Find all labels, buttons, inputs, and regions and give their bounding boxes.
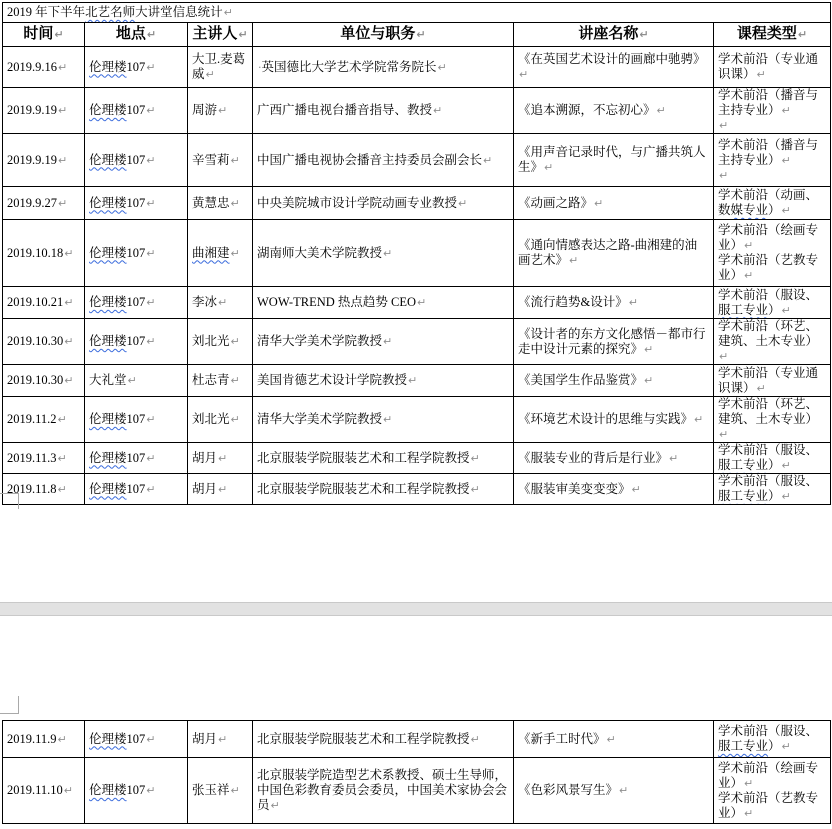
column-header-2[interactable]: 主讲人↵ bbox=[188, 23, 253, 47]
cell-lecture-name[interactable]: 《追本溯源，不忘初心》↵ bbox=[514, 88, 714, 134]
course-type-line: 学术前沿（播音与主持专业）↵ bbox=[718, 88, 819, 117]
paragraph-mark: ↵ bbox=[146, 784, 156, 797]
paragraph-mark: ↵ bbox=[58, 153, 68, 167]
cell-time[interactable]: 2019.11.8↵ bbox=[3, 474, 85, 505]
paragraph-mark: ↵ bbox=[230, 413, 240, 426]
paragraph-mark: ↵ bbox=[223, 6, 233, 19]
paragraph-mark: ↵ bbox=[433, 104, 443, 117]
paragraph-mark: ↵ bbox=[218, 732, 228, 746]
paragraph-mark: ↵ bbox=[781, 204, 791, 217]
cell-time[interactable]: 2019.10.18↵ bbox=[3, 220, 85, 287]
cell-lecture-name[interactable]: 《设计者的东方文化感悟－都市行走中设计元素的探究》↵ bbox=[514, 319, 714, 365]
course-type-line bbox=[718, 118, 826, 133]
cell-course-type[interactable] bbox=[714, 220, 831, 287]
spellcheck-wavy-underline: 媒专业 bbox=[730, 203, 769, 217]
cell-time[interactable]: 2019.9.16↵ bbox=[3, 47, 85, 88]
paragraph-mark: ↵ bbox=[146, 153, 156, 167]
cell-speaker[interactable]: 胡月↵ bbox=[188, 721, 253, 758]
spellcheck-wavy-underline: 服工专业 bbox=[718, 739, 769, 753]
spellcheck-wavy-underline: 北艺名师 bbox=[85, 5, 136, 19]
cell-location[interactable]: 伦理楼107↵ bbox=[85, 287, 188, 319]
cell-course-type[interactable] bbox=[714, 88, 831, 134]
cell-speaker[interactable]: 张玉祥↵ bbox=[188, 758, 253, 824]
spellcheck-wavy-underline: 伦理楼 bbox=[89, 59, 127, 74]
cell-lecture-name[interactable]: 《流行趋势&设计》↵ bbox=[514, 287, 714, 319]
spellcheck-wavy-underline: 伦理楼 bbox=[89, 103, 127, 117]
paragraph-mark: ↵ bbox=[606, 732, 616, 746]
spellcheck-wavy-underline: 伦理楼 bbox=[89, 295, 127, 309]
paragraph-mark: ↵ bbox=[146, 196, 156, 210]
paragraph-mark: ↵ bbox=[631, 482, 641, 496]
cell-course-type[interactable] bbox=[714, 758, 831, 824]
cell-location[interactable]: 伦理楼107↵ bbox=[85, 319, 188, 365]
paragraph-mark: ↵ bbox=[719, 168, 729, 182]
table-row bbox=[3, 443, 831, 474]
paragraph-mark: ↵ bbox=[64, 246, 74, 260]
course-type-line: 学术前沿（服设、服工专业）↵ bbox=[718, 443, 819, 472]
cell-location[interactable]: 伦理楼107↵ bbox=[85, 758, 188, 824]
paragraph-mark: ↵ bbox=[218, 104, 228, 117]
spellcheck-wavy-underline: 伦理楼 bbox=[89, 412, 127, 426]
paragraph-mark: ↵ bbox=[644, 342, 654, 356]
paragraph-mark: ↵ bbox=[230, 153, 240, 167]
paragraph-mark: ↵ bbox=[127, 374, 137, 387]
paragraph-mark: ↵ bbox=[781, 153, 791, 167]
paragraph-mark: ↵ bbox=[146, 246, 156, 260]
cell-time[interactable]: 2019.9.19↵ bbox=[3, 88, 85, 134]
paragraph-mark: ↵ bbox=[470, 482, 480, 496]
spellcheck-wavy-underline: 伦理楼 bbox=[89, 783, 127, 797]
course-type-line: 学术前沿（播音与主持专业）↵ bbox=[718, 137, 819, 167]
paragraph-mark: ↵ bbox=[146, 482, 156, 496]
cell-speaker[interactable]: 胡月↵ bbox=[188, 474, 253, 505]
cell-time[interactable]: 2019.9.19↵ bbox=[3, 134, 85, 187]
column-header-0[interactable]: 时间↵ bbox=[3, 23, 85, 47]
paragraph-mark: ↵ bbox=[756, 381, 766, 395]
cell-unit-title[interactable]: 中央美院城市设计学院动画专业教授↵ bbox=[253, 187, 514, 220]
cell-lecture-name[interactable]: 《色彩风景写生》↵ bbox=[514, 758, 714, 824]
cell-speaker[interactable]: 刘北光↵ bbox=[188, 397, 253, 443]
course-type-line: 学术前沿（绘画专业）↵ bbox=[718, 760, 819, 790]
paragraph-mark: ↵ bbox=[416, 28, 426, 41]
cell-location[interactable]: 伦理楼107↵ bbox=[85, 134, 188, 187]
table-title-row bbox=[3, 3, 831, 23]
course-type-line: 学术前沿（艺教专业）↵ bbox=[718, 790, 819, 820]
cell-speaker[interactable]: 刘北光↵ bbox=[188, 319, 253, 365]
paragraph-mark: ↵ bbox=[230, 246, 240, 260]
column-header-1[interactable]: 地点↵ bbox=[85, 23, 188, 47]
cell-course-type[interactable] bbox=[714, 397, 831, 443]
cell-speaker[interactable]: 周游↵ bbox=[188, 88, 253, 134]
cell-time[interactable]: 2019.11.3↵ bbox=[3, 443, 85, 474]
cell-unit-title[interactable]: ·英国德比大学艺术学院常务院长↵ bbox=[253, 47, 514, 88]
cell-time[interactable]: 2019.9.27↵ bbox=[3, 187, 85, 220]
paragraph-mark: ↵ bbox=[719, 119, 729, 132]
paragraph-mark: ↵ bbox=[744, 776, 754, 790]
paragraph-mark: ↵ bbox=[146, 451, 156, 465]
paragraph-mark: ↵ bbox=[594, 196, 604, 210]
cell-unit-title[interactable]: 北京服装学院服装艺术和工程学院教授↵ bbox=[253, 443, 514, 474]
paragraph-mark: ↵ bbox=[57, 413, 67, 426]
cell-unit-title[interactable]: WOW-TREND 热点趋势 CEO↵ bbox=[253, 287, 514, 319]
paragraph-mark: ↵ bbox=[619, 784, 629, 797]
cell-location[interactable]: 伦理楼107↵ bbox=[85, 220, 188, 287]
column-header-5[interactable]: 课程类型↵ bbox=[714, 23, 831, 47]
paragraph-mark: ↵ bbox=[270, 799, 280, 812]
paragraph-mark: ↵ bbox=[639, 28, 649, 41]
cell-course-type[interactable] bbox=[714, 319, 831, 365]
spellcheck-wavy-underline: 伦理楼 bbox=[89, 195, 127, 210]
paragraph-mark: ↵ bbox=[146, 60, 156, 74]
cell-time[interactable]: 2019.11.10↵ bbox=[3, 758, 85, 824]
spellcheck-wavy-underline: 伦理楼 bbox=[89, 450, 127, 465]
paragraph-mark: ↵ bbox=[569, 254, 579, 267]
table-row bbox=[3, 319, 831, 365]
table-row bbox=[3, 88, 831, 134]
course-type-line: 学术前沿（服设、服工专业）↵ bbox=[718, 724, 819, 753]
table-row bbox=[3, 721, 831, 758]
course-type-line: 学术前沿（绘画专业）↵ bbox=[718, 223, 819, 252]
table-page1-body bbox=[3, 3, 831, 505]
cell-speaker[interactable]: 辛雪莉↵ bbox=[188, 134, 253, 187]
course-type-line: 学术前沿（专业通识课）↵ bbox=[718, 365, 819, 395]
paragraph-mark: ↵ bbox=[218, 482, 228, 496]
table-row bbox=[3, 474, 831, 505]
paragraph-mark: ↵ bbox=[719, 428, 729, 441]
paragraph-mark: ↵ bbox=[57, 732, 67, 746]
table-row bbox=[3, 397, 831, 443]
paragraph-mark: ↵ bbox=[781, 303, 791, 317]
course-type-line: 学术前沿（服设、服工专业）↵ bbox=[718, 474, 819, 503]
paragraph-mark: ↵ bbox=[417, 296, 427, 309]
cell-course-type[interactable] bbox=[714, 187, 831, 220]
course-type-line: 学术前沿（动画、数媒专业）↵ bbox=[718, 188, 819, 217]
cell-course-type[interactable] bbox=[714, 443, 831, 474]
cell-location[interactable]: 伦理楼107↵ bbox=[85, 187, 188, 220]
page-break-gap bbox=[0, 602, 832, 616]
paragraph-mark: ↵ bbox=[205, 68, 215, 81]
spellcheck-wavy-underline: 伦理楼 bbox=[89, 731, 127, 746]
paragraph-mark: ↵ bbox=[230, 374, 240, 387]
paragraph-mark: ↵ bbox=[57, 451, 67, 465]
cell-lecture-name[interactable]: 《在英国艺术设计的画廊中驰骋》↵ bbox=[514, 47, 714, 88]
paragraph-mark: ↵ bbox=[756, 68, 766, 81]
spellcheck-wavy-underline: 伦理楼 bbox=[89, 334, 127, 348]
cell-speaker[interactable]: 杜志青↵ bbox=[188, 365, 253, 397]
paragraph-mark: ↵ bbox=[146, 104, 156, 117]
paragraph-mark: ↵ bbox=[54, 28, 64, 41]
lecture-info-table-page1[interactable] bbox=[2, 2, 831, 505]
cell-lecture-name[interactable]: 《服装审美变变变》↵ bbox=[514, 474, 714, 505]
cell-lecture-name[interactable]: 《动画之路》↵ bbox=[514, 187, 714, 220]
cell-course-type[interactable] bbox=[714, 134, 831, 187]
cell-lecture-name[interactable]: 《美国学生作品鉴赏》↵ bbox=[514, 365, 714, 397]
spellcheck-wavy-underline: 伦理楼 bbox=[89, 152, 127, 167]
cell-location[interactable]: 伦理楼107↵ bbox=[85, 474, 188, 505]
cell-course-type[interactable] bbox=[714, 47, 831, 88]
cell-unit-title[interactable]: 北京服装学院服装艺术和工程学院教授↵ bbox=[253, 721, 514, 758]
paragraph-mark: ↵ bbox=[719, 350, 729, 363]
page1-text-boundary-mark bbox=[0, 493, 19, 509]
cell-speaker[interactable]: 大卫.麦葛威↵ bbox=[188, 47, 253, 88]
paragraph-mark: ↵ bbox=[437, 60, 447, 74]
spellcheck-wavy-underline: 伦理楼 bbox=[89, 481, 127, 496]
cell-course-type[interactable] bbox=[714, 365, 831, 397]
page2-text-boundary-mark bbox=[0, 696, 19, 714]
course-type-line: 学术前沿（环艺、建筑、土木专业）↵ bbox=[718, 319, 819, 363]
column-header-3[interactable]: 单位与职务↵ bbox=[253, 23, 514, 47]
spellcheck-wavy-underline: 服工专业 bbox=[718, 302, 769, 317]
paragraph-mark: ↵ bbox=[230, 196, 240, 210]
paragraph-mark: ↵ bbox=[628, 296, 638, 309]
paragraph-mark: ↵ bbox=[218, 451, 228, 465]
paragraph-mark: ↵ bbox=[781, 490, 791, 503]
paragraph-mark: ↵ bbox=[744, 269, 754, 282]
cell-course-type[interactable] bbox=[714, 474, 831, 505]
course-type-line: 学术前沿（专业通识课）↵ bbox=[718, 52, 819, 81]
course-type-line: 学术前沿（服设、服工专业）↵ bbox=[718, 287, 819, 317]
paragraph-mark: ↵ bbox=[470, 732, 480, 746]
paragraph-mark: ↵ bbox=[519, 68, 529, 81]
paragraph-mark: ↵ bbox=[64, 374, 74, 387]
cell-location[interactable]: 伦理楼107↵ bbox=[85, 88, 188, 134]
paragraph-mark: ↵ bbox=[408, 374, 418, 387]
table-row bbox=[3, 758, 831, 824]
paragraph-mark: ↵ bbox=[544, 161, 554, 174]
paragraph-mark: ↵ bbox=[470, 451, 480, 465]
paragraph-mark: ↵ bbox=[63, 784, 74, 797]
column-header-4[interactable]: 讲座名称↵ bbox=[514, 23, 714, 47]
paragraph-mark: ↵ bbox=[146, 28, 157, 41]
table-row bbox=[3, 47, 831, 88]
paragraph-mark: ↵ bbox=[483, 153, 493, 167]
cell-unit-title[interactable]: 美国肯德艺术设计学院教授↵ bbox=[253, 365, 514, 397]
cell-unit-title[interactable]: 清华大学美术学院教授↵ bbox=[253, 397, 514, 443]
paragraph-mark: ↵ bbox=[644, 374, 654, 387]
cell-location[interactable]: 伦理楼107↵ bbox=[85, 47, 188, 88]
cell-unit-title[interactable]: 中国广播电视协会播音主持委员会副会长↵ bbox=[253, 134, 514, 187]
paragraph-mark: ↵ bbox=[146, 732, 156, 746]
paragraph-mark: ↵ bbox=[57, 482, 67, 496]
cell-unit-title[interactable]: 清华大学美术学院教授↵ bbox=[253, 319, 514, 365]
paragraph-mark: ↵ bbox=[744, 239, 754, 252]
paragraph-mark: ↵ bbox=[58, 196, 68, 210]
paragraph-mark: ↵ bbox=[146, 413, 156, 426]
paragraph-mark: ↵ bbox=[146, 335, 156, 348]
table-row bbox=[3, 365, 831, 397]
cell-lecture-name[interactable]: 《环境艺术设计的思维与实践》↵ bbox=[514, 397, 714, 443]
cell-location[interactable]: 伦理楼107↵ bbox=[85, 721, 188, 758]
paragraph-mark: ↵ bbox=[669, 451, 679, 465]
paragraph-mark: ↵ bbox=[230, 784, 240, 797]
cell-course-type[interactable] bbox=[714, 287, 831, 319]
paragraph-mark: ↵ bbox=[64, 335, 74, 348]
paragraph-mark: ↵ bbox=[383, 335, 393, 348]
cell-speaker[interactable]: 胡月↵ bbox=[188, 443, 253, 474]
cell-course-type[interactable] bbox=[714, 721, 831, 758]
paragraph-mark: ↵ bbox=[238, 28, 248, 41]
course-type-line: 学术前沿（环艺、建筑、土木专业）↵ bbox=[718, 397, 819, 441]
cell-lecture-name[interactable]: 《通向情感表达之路-曲湘建的油画艺术》↵ bbox=[514, 220, 714, 287]
cell-time[interactable]: 2019.11.2↵ bbox=[3, 397, 85, 443]
cell-unit-title[interactable]: 北京服装学院造型艺术系教授、硕士生导师，中国色彩教育委员会委员，中国美术家协会会员↵ bbox=[253, 758, 514, 824]
cell-speaker[interactable] bbox=[188, 220, 253, 287]
cell-time[interactable]: 2019.11.9↵ bbox=[3, 721, 85, 758]
spellcheck-wavy-underline: 曲湘建 bbox=[192, 245, 230, 260]
paragraph-mark: ↵ bbox=[64, 296, 74, 309]
spellcheck-wavy-underline: 服工专业 bbox=[718, 458, 769, 472]
cell-speaker[interactable]: 黄慧忠↵ bbox=[188, 187, 253, 220]
cell-unit-title[interactable]: 北京服装学院服装艺术和工程学院教授↵ bbox=[253, 474, 514, 505]
paragraph-mark: ↵ bbox=[458, 196, 468, 210]
paragraph-mark: ↵ bbox=[781, 740, 791, 753]
spellcheck-wavy-underline: 服工专业 bbox=[718, 489, 769, 503]
course-type-line: 学术前沿（艺教专业）↵ bbox=[718, 253, 819, 282]
table-row bbox=[3, 220, 831, 287]
paragraph-mark: ↵ bbox=[383, 413, 393, 426]
spellcheck-wavy-underline: 伦理楼 bbox=[89, 245, 127, 260]
cell-time[interactable]: 2019.10.21↵ bbox=[3, 287, 85, 319]
paragraph-mark: ↵ bbox=[781, 104, 791, 117]
paragraph-mark: ↵ bbox=[218, 296, 228, 309]
paragraph-mark: ↵ bbox=[781, 459, 791, 472]
paragraph-mark: ↵ bbox=[58, 104, 68, 117]
paragraph-mark: ↵ bbox=[656, 104, 666, 117]
document-title[interactable]: 2019 年下半年北艺名师大讲堂信息统计↵ bbox=[3, 3, 831, 23]
table-row bbox=[3, 187, 831, 220]
table-row bbox=[3, 287, 831, 319]
paragraph-mark: ↵ bbox=[797, 28, 808, 41]
space-mark: · bbox=[258, 60, 262, 74]
cell-time[interactable]: 2019.10.30↵ bbox=[3, 319, 85, 365]
paragraph-mark: ↵ bbox=[58, 60, 68, 74]
cell-location[interactable]: 伦理楼107↵ bbox=[85, 397, 188, 443]
paragraph-mark: ↵ bbox=[146, 296, 156, 309]
cell-unit-title[interactable]: 湖南师大美术学院教授↵ bbox=[253, 220, 514, 287]
cell-location[interactable]: 伦理楼107↵ bbox=[85, 443, 188, 474]
paragraph-mark: ↵ bbox=[383, 246, 393, 260]
paragraph-mark: ↵ bbox=[744, 806, 754, 820]
table-row bbox=[3, 134, 831, 187]
paragraph-mark: ↵ bbox=[230, 335, 240, 348]
course-type-line bbox=[718, 168, 826, 183]
lecture-info-table-page2[interactable] bbox=[2, 720, 831, 824]
cell-lecture-name[interactable]: 《新手工时代》↵ bbox=[514, 721, 714, 758]
paragraph-mark: ↵ bbox=[694, 413, 704, 426]
table-page2-body bbox=[3, 721, 831, 824]
cell-lecture-name[interactable]: 《用声音记录时代，与广播共筑人生》↵ bbox=[514, 134, 714, 187]
cell-location[interactable]: 大礼堂↵ bbox=[85, 365, 188, 397]
cell-lecture-name[interactable]: 《服装专业的背后是行业》↵ bbox=[514, 443, 714, 474]
cell-speaker[interactable]: 李冰↵ bbox=[188, 287, 253, 319]
table-header-row bbox=[3, 23, 831, 47]
cell-time[interactable]: 2019.10.30↵ bbox=[3, 365, 85, 397]
cell-unit-title[interactable]: 广西广播电视台播音指导、教授↵ bbox=[253, 88, 514, 134]
